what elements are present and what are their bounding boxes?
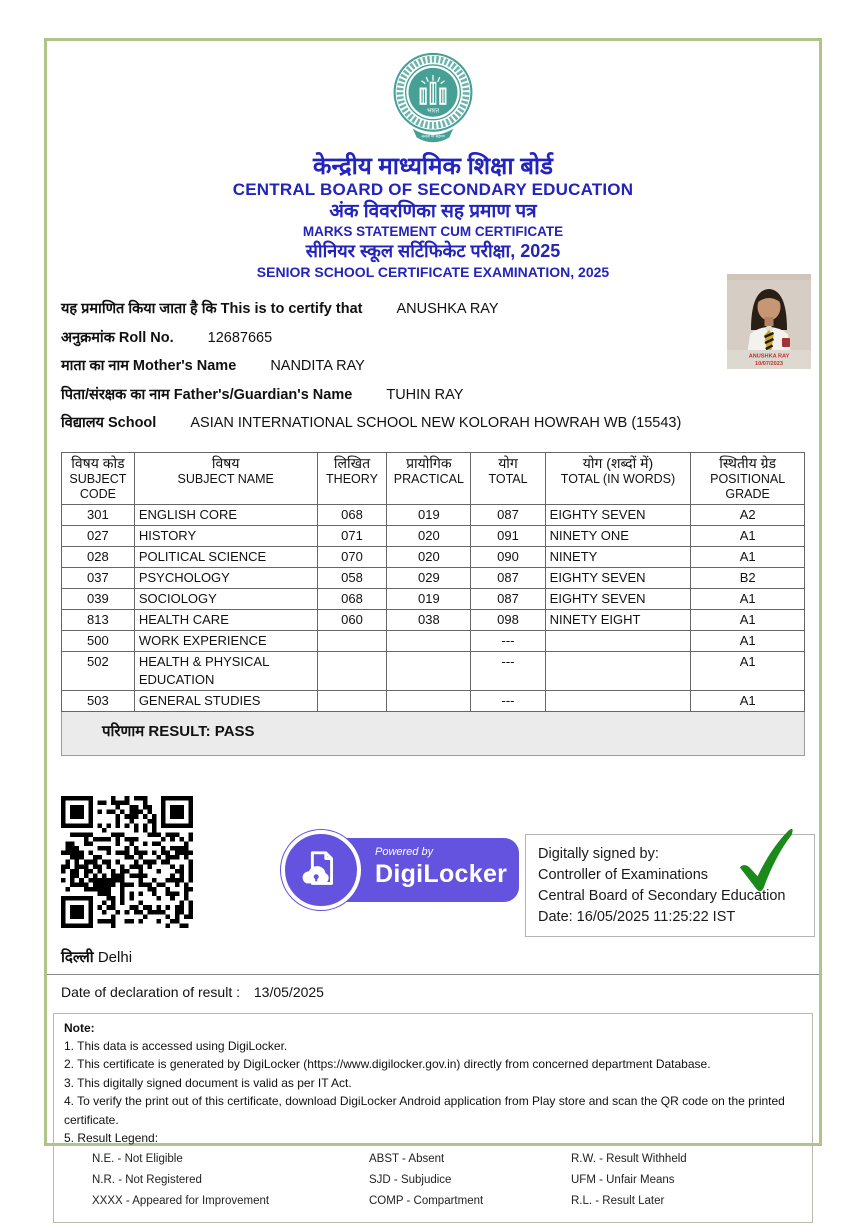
marks-table — [61, 452, 805, 712]
roll-label-english: Roll No. — [118, 329, 174, 346]
certificate-body — [44, 38, 822, 1207]
certify-label-hindi: यह प्रमाणित किया जाता है कि — [61, 301, 217, 317]
place-hindi: दिल्ली — [61, 948, 94, 966]
col-subject-name: विषय SUBJECT NAME — [134, 452, 317, 504]
cell-practical — [387, 630, 471, 651]
legend-item: COMP - Compartment — [369, 1194, 484, 1207]
cell-total: 087 — [471, 588, 545, 609]
table-row — [62, 546, 805, 567]
student-name: ANUSHKA RAY — [396, 301, 499, 317]
cell-practical — [387, 690, 471, 711]
exam-title-hindi: सीनियर स्कूल सर्टिफिकेट परीक्षा, 2025 — [305, 241, 561, 261]
school-label-english: School — [107, 415, 157, 431]
note-item-5: 5. Result Legend: — [64, 1131, 159, 1145]
svg-text:असतो मा सद्गमय: असतो मा सद्गमय — [421, 133, 445, 139]
cell-subject: POLITICAL SCIENCE — [134, 546, 317, 567]
cell-words: NINETY ONE — [545, 525, 691, 546]
declaration-line — [61, 984, 819, 1000]
result-label-hindi: परिणाम — [102, 722, 145, 740]
declaration-date: 13/05/2025 — [253, 983, 324, 1000]
note-item-4: 4. To verify the print out of this certificate, download DigiLocker Android application from Play store and scan the QR code on the printed certificate. — [64, 1094, 785, 1127]
header-titles — [47, 153, 819, 281]
cell-code: 028 — [62, 546, 135, 567]
legend-item: SJD - Subjudice — [369, 1173, 452, 1186]
cell-theory — [317, 690, 387, 711]
father-name: TUHIN RAY — [386, 386, 464, 403]
cell-theory — [317, 651, 387, 690]
cell-theory — [317, 630, 387, 651]
legend-item: ABST - Absent — [369, 1152, 445, 1165]
legend-column-2 — [369, 1149, 571, 1212]
cell-total: 091 — [471, 525, 545, 546]
student-details — [61, 295, 723, 438]
table-row — [62, 567, 805, 588]
mother-row — [61, 352, 723, 381]
note-item-1: 1. This data is accessed using DigiLocker. — [64, 1038, 288, 1053]
digital-signature-box — [525, 834, 815, 937]
cell-theory: 058 — [317, 567, 387, 588]
cell-total: 090 — [471, 546, 545, 567]
cell-code: 503 — [62, 690, 135, 711]
cell-grade: A1 — [691, 690, 805, 711]
cell-subject: PSYCHOLOGY — [134, 567, 317, 588]
cell-total: --- — [471, 690, 545, 711]
cell-code: 301 — [62, 504, 135, 525]
note-box — [53, 1013, 813, 1223]
doc-title-hindi: अंक विवरणिका सह प्रमाण पत्र — [329, 201, 537, 222]
legend-item: R.W. - Result Withheld — [571, 1152, 687, 1165]
result-value: RESULT: PASS — [148, 722, 255, 740]
doc-title-english: MARKS STATEMENT CUM CERTIFICATE — [302, 224, 564, 239]
qr-code — [61, 796, 193, 928]
student-photo-image — [727, 274, 811, 369]
table-row — [62, 525, 805, 546]
col-total: योग TOTAL — [471, 452, 545, 504]
mother-name: NANDITA RAY — [270, 358, 365, 374]
school-name: ASIAN INTERNATIONAL SCHOOL NEW KOLORAH HOWRAH WB (15543) — [190, 415, 682, 431]
divider-line — [47, 974, 819, 975]
digilocker-powered-by: Powered by — [375, 845, 434, 858]
legend-column-3 — [571, 1149, 687, 1212]
legend-item: N.E. - Not Eligible — [92, 1152, 183, 1165]
table-row — [62, 651, 805, 690]
cell-words: EIGHTY SEVEN — [545, 504, 691, 525]
certify-row — [61, 295, 723, 324]
result-legend — [92, 1149, 802, 1212]
legend-item: XXXX - Appeared for Improvement — [92, 1194, 270, 1207]
result-bar — [61, 712, 805, 756]
cell-practical: 020 — [387, 546, 471, 567]
cell-total: --- — [471, 651, 545, 690]
cell-grade: A1 — [691, 651, 805, 690]
col-practical: प्रायोगिक PRACTICAL — [387, 452, 471, 504]
cbse-emblem-icon — [384, 52, 482, 148]
board-name-hindi: केन्द्रीय माध्यमिक शिक्षा बोर्ड — [313, 153, 553, 180]
cell-code: 027 — [62, 525, 135, 546]
cell-grade: B2 — [691, 567, 805, 588]
cell-code: 500 — [62, 630, 135, 651]
place-line — [61, 947, 819, 967]
declaration-label: Date of declaration of result : — [61, 983, 240, 1000]
signature-line-1: Digitally signed by: — [538, 845, 659, 862]
green-checkmark-icon — [728, 821, 802, 899]
cell-grade: A1 — [691, 630, 805, 651]
roll-number: 12687665 — [207, 329, 273, 346]
digilocker-brand: DigiLocker — [375, 859, 508, 888]
cell-words: NINETY EIGHT — [545, 609, 691, 630]
table-row — [62, 690, 805, 711]
cell-code: 037 — [62, 567, 135, 588]
digilocker-cloud-lock-icon — [281, 830, 361, 910]
board-name-english: CENTRAL BOARD OF SECONDARY EDUCATION — [232, 180, 634, 199]
exam-title-english: SENIOR SCHOOL CERTIFICATE EXAMINATION, 2025 — [256, 264, 610, 280]
signature-line-2: Controller of Examinations — [538, 866, 709, 883]
cell-words — [545, 651, 691, 690]
school-row — [61, 409, 723, 438]
cbse-logo — [47, 41, 819, 153]
note-item-2: 2. This certificate is generated by DigiLocker (https://www.digilocker.gov.in) directly from concerned department Database. — [64, 1057, 711, 1071]
father-label-hindi: पिता/संरक्षक का नाम — [61, 386, 170, 403]
col-total-words: योग (शब्दों में) TOTAL (IN WORDS) — [545, 452, 691, 504]
cell-grade: A1 — [691, 588, 805, 609]
cell-practical — [387, 651, 471, 690]
cell-total: --- — [471, 630, 545, 651]
verification-strip — [61, 796, 815, 937]
cell-practical: 029 — [387, 567, 471, 588]
cell-theory: 068 — [317, 588, 387, 609]
note-item-3: 3. This digitally signed document is valid as per IT Act. — [64, 1075, 352, 1090]
cell-subject: SOCIOLOGY — [134, 588, 317, 609]
marks-table-section — [61, 452, 805, 712]
cell-theory: 068 — [317, 504, 387, 525]
cell-code: 039 — [62, 588, 135, 609]
table-row — [62, 504, 805, 525]
cell-total: 098 — [471, 609, 545, 630]
table-row — [62, 630, 805, 651]
father-row — [61, 381, 723, 410]
svg-text:10/07/2023: 10/07/2023 — [755, 361, 783, 367]
cell-theory: 070 — [317, 546, 387, 567]
mother-label-english: Mother's Name — [132, 358, 237, 374]
cell-practical: 038 — [387, 609, 471, 630]
cell-subject: HISTORY — [134, 525, 317, 546]
roll-row — [61, 324, 723, 353]
cell-words: EIGHTY SEVEN — [545, 588, 691, 609]
cell-subject: ENGLISH CORE — [134, 504, 317, 525]
father-label-english: Father's/Guardian's Name — [173, 386, 353, 403]
legend-item: N.R. - Not Registered — [92, 1173, 202, 1186]
cell-subject: WORK EXPERIENCE — [134, 630, 317, 651]
cell-words — [545, 630, 691, 651]
cell-total: 087 — [471, 567, 545, 588]
cell-code: 502 — [62, 651, 135, 690]
legend-item: R.L. - Result Later — [571, 1194, 665, 1207]
mother-label-hindi: माता का नाम — [61, 358, 129, 374]
cell-subject: GENERAL STUDIES — [134, 690, 317, 711]
note-title: Note: — [64, 1020, 95, 1035]
roll-label-hindi: अनुक्रमांक — [61, 329, 115, 346]
table-row — [62, 609, 805, 630]
cell-theory: 071 — [317, 525, 387, 546]
cell-words — [545, 690, 691, 711]
cell-code: 813 — [62, 609, 135, 630]
place-english: Delhi — [97, 948, 133, 966]
svg-text:ANUSHKA RAY: ANUSHKA RAY — [748, 353, 790, 360]
cell-grade: A1 — [691, 525, 805, 546]
signature-line-4: Date: 16/05/2025 11:25:22 IST — [538, 908, 736, 925]
cell-subject: HEALTH CARE — [134, 609, 317, 630]
cell-grade: A2 — [691, 504, 805, 525]
col-theory: लिखित THEORY — [317, 452, 387, 504]
cell-words: EIGHTY SEVEN — [545, 567, 691, 588]
school-label-hindi: विद्यालय — [61, 415, 104, 431]
legend-item: UFM - Unfair Means — [571, 1173, 675, 1186]
legend-column-1 — [92, 1149, 369, 1212]
cell-practical: 019 — [387, 504, 471, 525]
cell-theory: 060 — [317, 609, 387, 630]
cell-practical: 019 — [387, 588, 471, 609]
cell-subject: HEALTH & PHYSICAL EDUCATION — [134, 651, 317, 690]
signature-line-3: Central Board of Secondary Education — [538, 887, 786, 904]
cell-grade: A1 — [691, 609, 805, 630]
cell-words: NINETY — [545, 546, 691, 567]
cell-practical: 020 — [387, 525, 471, 546]
digilocker-badge — [281, 830, 519, 910]
col-positional-grade: स्थितीय ग्रेड POSITIONAL GRADE — [691, 452, 805, 504]
svg-text:भारत: भारत — [426, 107, 440, 115]
table-row — [62, 588, 805, 609]
cell-grade: A1 — [691, 546, 805, 567]
marks-table-header-row — [62, 452, 805, 504]
col-subject-code: विषय कोड SUBJECT CODE — [62, 452, 135, 504]
cell-total: 087 — [471, 504, 545, 525]
certify-label-english: This is to certify that — [220, 301, 363, 317]
student-photo — [727, 274, 811, 369]
